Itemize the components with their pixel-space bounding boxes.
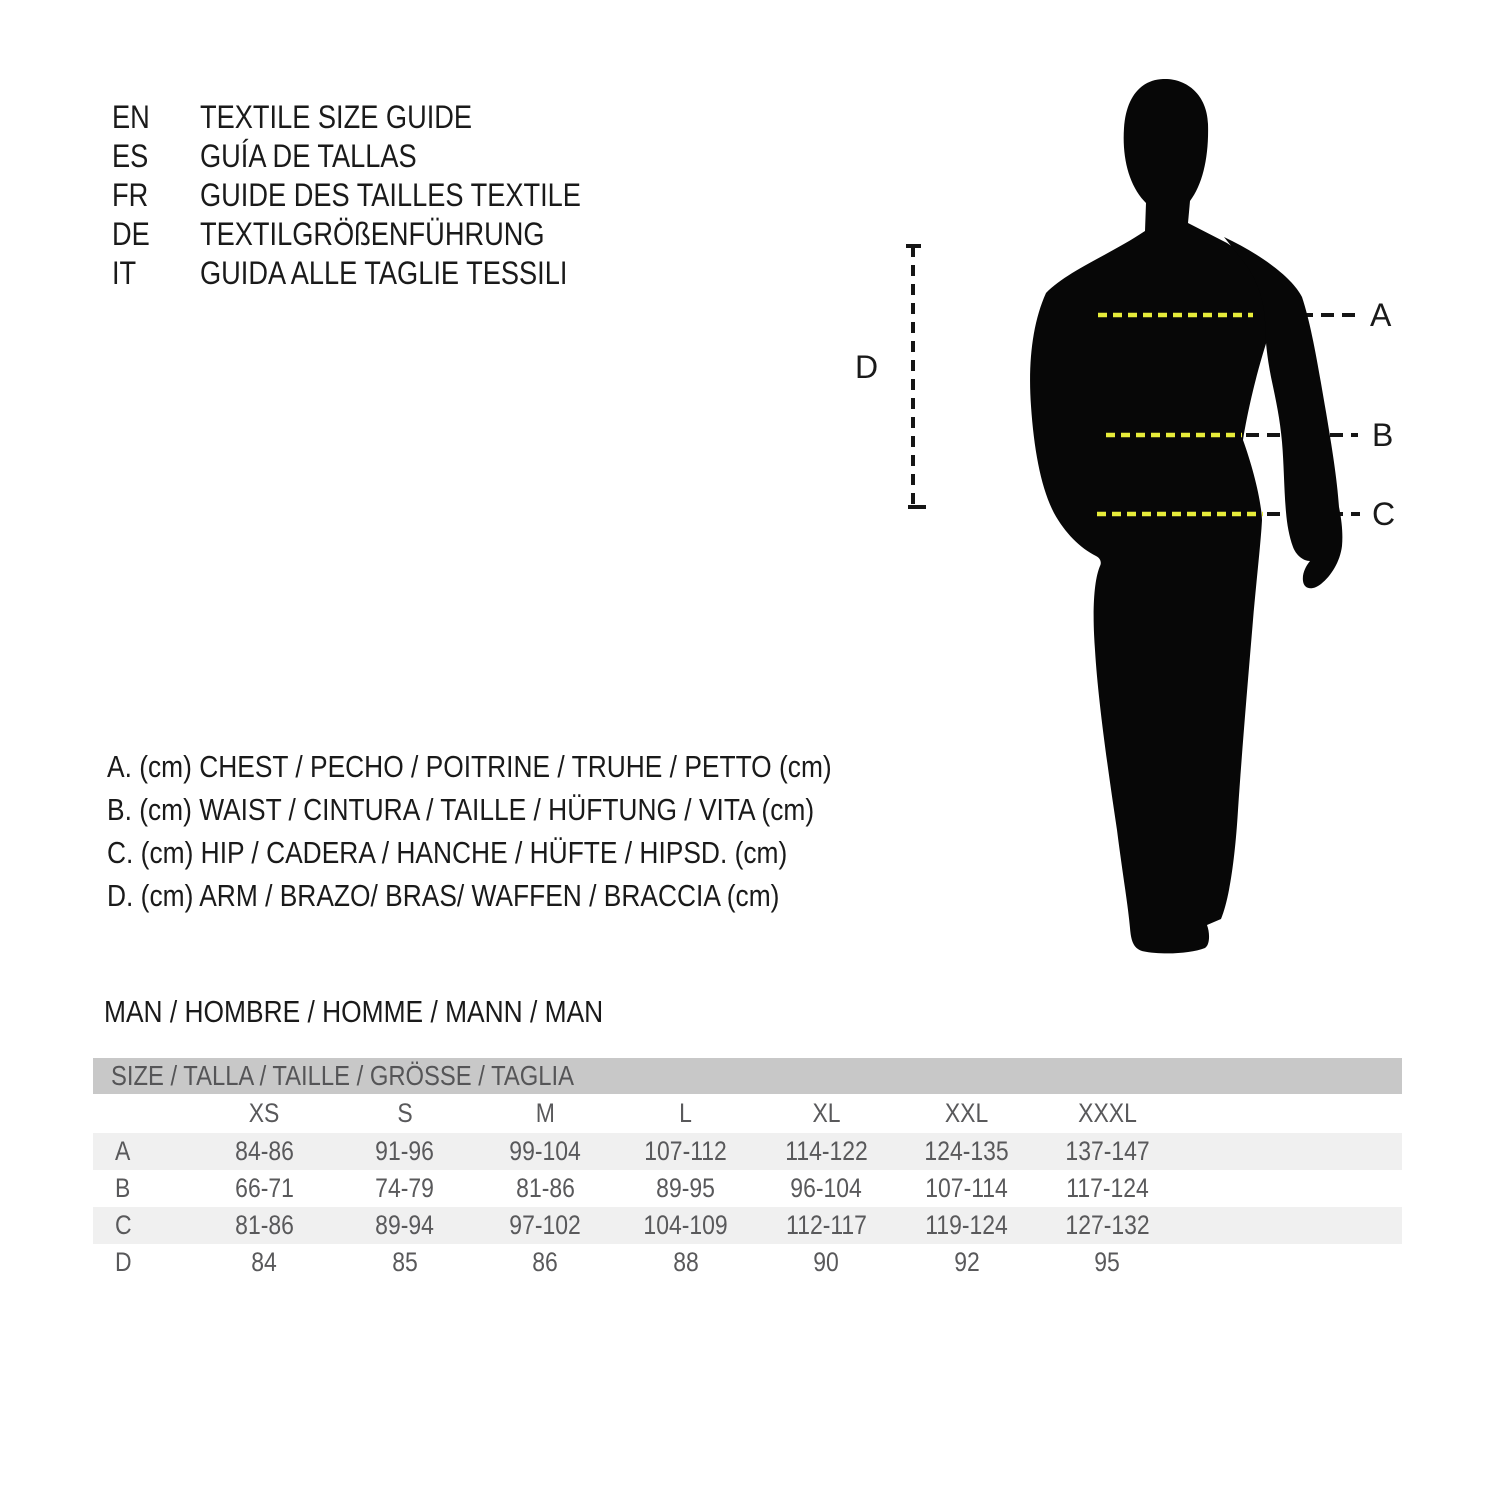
- row-label-cell: A: [115, 1136, 131, 1166]
- language-row: [112, 98, 648, 137]
- value-cell: 85: [391, 1247, 418, 1277]
- language-title: TEXTILGRÖßENFÜHRUNG: [200, 216, 545, 252]
- value-cell: 84: [251, 1247, 278, 1277]
- measurement-legend: [107, 745, 960, 917]
- size-cell: XXXL: [1077, 1098, 1137, 1128]
- language-title: GUIDA ALLE TAGLIE TESSILI: [200, 255, 568, 291]
- value-cell: 137-147: [1065, 1136, 1150, 1166]
- label-arm: D: [855, 349, 879, 385]
- value-cell: 81-86: [515, 1173, 575, 1203]
- row-label-cell: D: [115, 1247, 132, 1277]
- value-cell: 86: [532, 1247, 559, 1277]
- language-title-list: [112, 98, 648, 293]
- value-cell: 89-95: [656, 1173, 716, 1203]
- section-title: MAN / HOMBRE / HOMME / MANN / MAN: [104, 994, 604, 1029]
- value-cell: 112-117: [785, 1210, 867, 1240]
- value-cell: 88: [672, 1247, 699, 1277]
- size-cell: S: [397, 1098, 413, 1128]
- legend-line: C. (cm) HIP / CADERA / HANCHE / HÜFTE / HIPSD. (cm): [107, 835, 788, 870]
- language-code: IT: [112, 255, 137, 291]
- language-code: EN: [112, 99, 150, 135]
- language-title: GUIDE DES TAILLES TEXTILE: [200, 177, 581, 213]
- row-label-cell: C: [115, 1210, 132, 1240]
- label-hip: C: [1372, 496, 1396, 532]
- size-cell: XS: [248, 1098, 280, 1128]
- label-waist: B: [1372, 417, 1394, 453]
- language-row: [112, 137, 648, 176]
- language-title: GUÍA DE TALLAS: [200, 138, 417, 174]
- table-header-bar: SIZE / TALLA / TAILLE / GRÖSSE / TAGLIA: [93, 1058, 1402, 1094]
- size-cell: XL: [812, 1098, 841, 1128]
- legend-line: A. (cm) CHEST / PECHO / POITRINE / TRUHE / PETTO (cm): [107, 749, 832, 784]
- size-cell: M: [535, 1098, 555, 1128]
- size-cell: L: [679, 1098, 693, 1128]
- size-table: [93, 1058, 1402, 1281]
- value-cell: 66-71: [234, 1173, 294, 1203]
- row-label-cell: B: [115, 1173, 131, 1203]
- language-code: FR: [112, 177, 149, 213]
- language-row: [112, 215, 648, 254]
- language-code: DE: [112, 216, 150, 252]
- value-cell: 97-102: [509, 1210, 581, 1240]
- legend-line: B. (cm) WAIST / CINTURA / TAILLE / HÜFTUNG / VITA (cm): [107, 792, 815, 827]
- value-cell: 89-94: [375, 1210, 435, 1240]
- language-row: [112, 254, 648, 293]
- table-row-chest: [93, 1133, 1402, 1170]
- value-cell: 91-96: [375, 1136, 435, 1166]
- value-cell: 127-132: [1065, 1210, 1150, 1240]
- table-row-arm: [93, 1244, 1402, 1281]
- language-row: [112, 176, 648, 215]
- value-cell: 99-104: [509, 1136, 581, 1166]
- value-cell: 114-122: [784, 1136, 868, 1166]
- legend-line: D. (cm) ARM / BRAZO/ BRAS/ WAFFEN / BRACCIA (cm): [107, 878, 780, 913]
- value-cell: 117-124: [1065, 1173, 1149, 1203]
- value-cell: 124-135: [924, 1136, 1009, 1166]
- value-cell: 81-86: [234, 1210, 294, 1240]
- value-cell: 119-124: [925, 1210, 1009, 1240]
- value-cell: 104-109: [643, 1210, 728, 1240]
- table-row-hip: [93, 1207, 1402, 1244]
- value-cell: 74-79: [375, 1173, 435, 1203]
- size-header-row: [93, 1094, 1402, 1133]
- value-cell: 95: [1094, 1247, 1121, 1277]
- value-cell: 84-86: [234, 1136, 294, 1166]
- value-cell: 107-114: [925, 1173, 1009, 1203]
- man-silhouette: [1030, 79, 1283, 953]
- value-cell: 90: [813, 1247, 840, 1277]
- table-row-waist: [93, 1170, 1402, 1207]
- language-title: TEXTILE SIZE GUIDE: [200, 99, 473, 135]
- value-cell: 92: [953, 1247, 980, 1277]
- value-cell: 96-104: [790, 1173, 862, 1203]
- label-chest: A: [1370, 297, 1392, 333]
- language-code: ES: [112, 138, 149, 174]
- arm-length-line: [906, 246, 926, 508]
- size-cell: XXL: [945, 1098, 989, 1128]
- value-cell: 107-112: [644, 1136, 728, 1166]
